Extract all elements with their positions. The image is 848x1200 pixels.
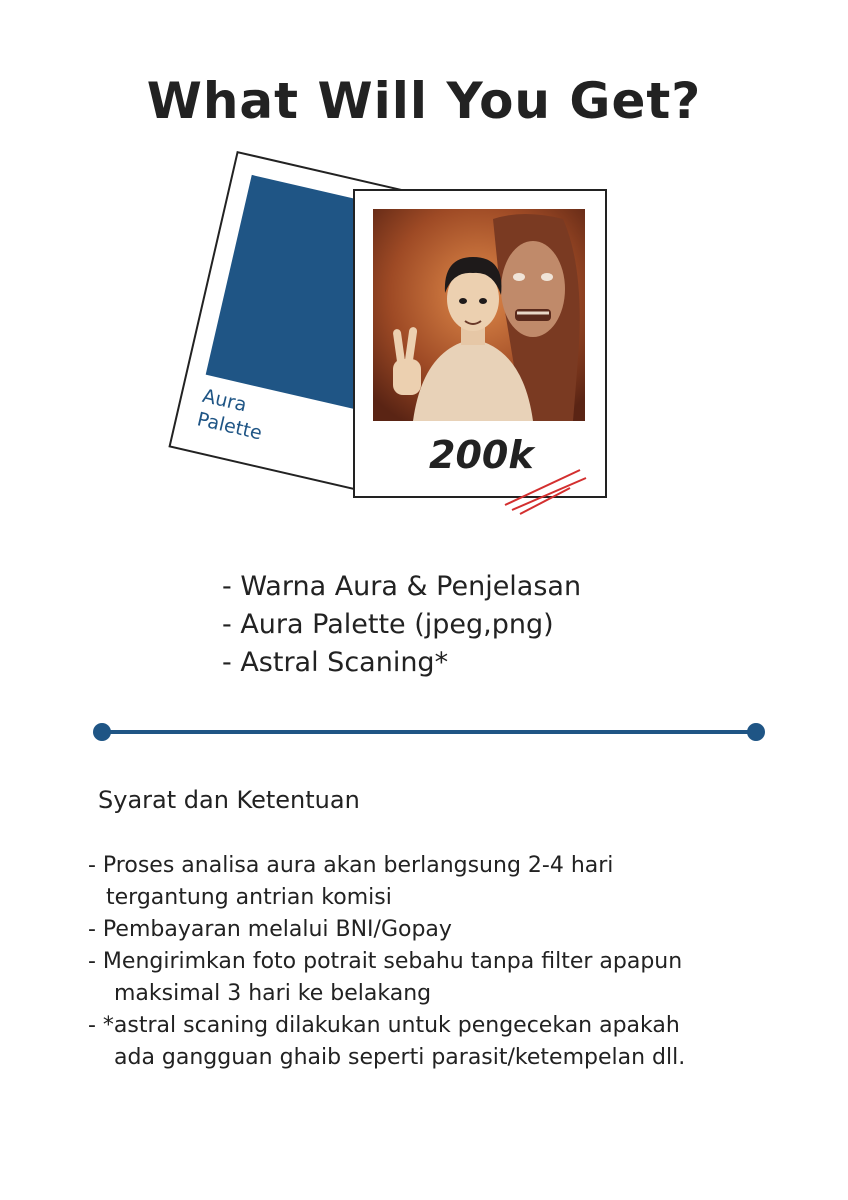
palette-caption-line1: Aura (200, 384, 249, 417)
terms-item (88, 946, 788, 1010)
palette-caption-line2: Palette (195, 408, 265, 445)
photo-card (353, 189, 607, 498)
terms-line: tergantung antrian komisi (106, 885, 392, 910)
features-list (222, 568, 581, 682)
terms-line: - Mengirimkan foto potrait sebahu tanpa filter apapun (88, 949, 683, 974)
feature-item: - Aura Palette (jpeg,png) (222, 609, 554, 640)
terms-line: ada gangguan ghaib seperti parasit/ketempelan dll. (114, 1045, 686, 1070)
price-underline-scribble (500, 460, 590, 515)
feature-item: - Astral Scaning* (222, 647, 449, 678)
price-label: 200k (429, 433, 534, 477)
terms-line: - *astral scaning dilakukan untuk pengecekan apakah (88, 1013, 680, 1038)
terms-line: - Pembayaran melalui BNI/Gopay (88, 917, 452, 942)
section-divider (90, 720, 770, 744)
terms-item (88, 850, 788, 914)
terms-line: - Proses analisa aura akan berlangsung 2-4 hari (88, 853, 614, 878)
page-title: What Will You Get? (146, 72, 702, 130)
terms-list (88, 850, 788, 1074)
terms-heading: Syarat dan Ketentuan (98, 786, 360, 814)
feature-item: - Warna Aura & Penjelasan (222, 571, 582, 602)
terms-line: maksimal 3 hari ke belakang (114, 981, 432, 1006)
portrait-illustration-icon (373, 209, 585, 421)
terms-item (88, 1010, 788, 1074)
terms-item (88, 914, 788, 946)
